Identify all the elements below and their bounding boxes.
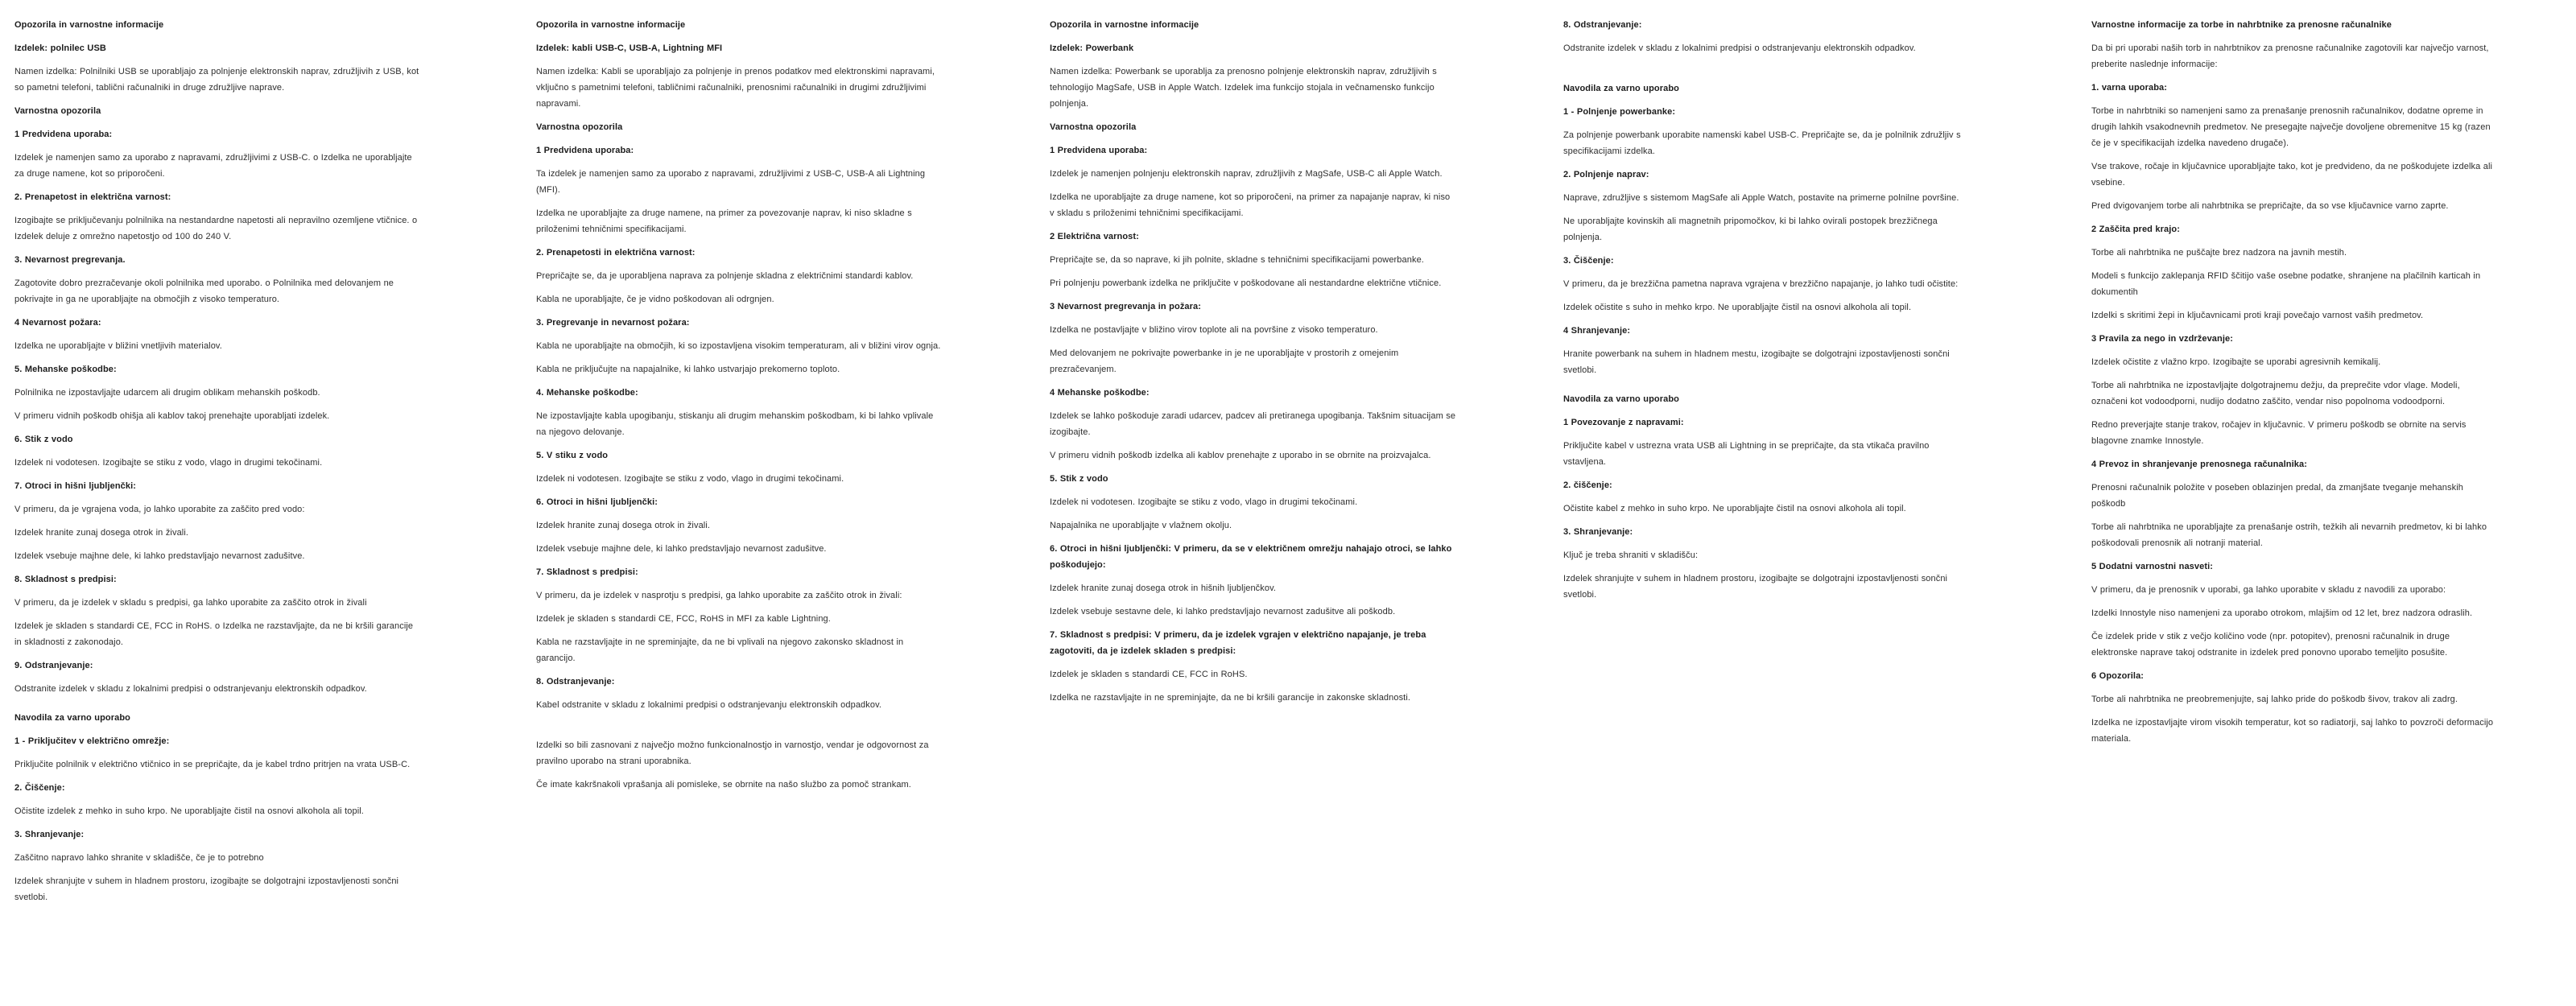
paragraph: Izdelki s skritimi žepi in ključavnicami proti kraji povečajo varnost vaših predmetov. <box>2091 311 2424 320</box>
paragraph: Izdelek hranite zunaj dosega otrok in hišnih ljubljenčkov. <box>1050 583 1277 593</box>
paragraph: Priključite polnilnik v električno vtičnico in se prepričajte, da je kabel trdno pritrjen na vrata USB-C. <box>14 760 411 769</box>
heading: 3. Shranjevanje: <box>1563 527 1633 537</box>
paragraph: Izdelka ne uporabljajte za druge namene, kot so priporočeni, na primer za napajanje naprav, ki niso v skladu s priloženimi tehničnimi specifikacijami. <box>1050 192 1451 218</box>
paragraph: Če imate kakršnakoli vprašanja ali pomisleke, se obrnite na našo službo za pomoč strankam. <box>536 780 911 790</box>
heading: 5. V stiku z vodo <box>536 451 609 460</box>
paragraph: Kabla ne uporabljajte na območjih, ki so izpostavljena visokim temperaturam, ali v bližini virov ognja. <box>536 341 941 351</box>
paragraph: Torbe ali nahrbtnika ne izpostavljajte dolgotrajnemu dežju, da preprečite vdor vlage. Modeli, označeni kot vodoodporni, nudijo dodatno zaščito, vendar niso popolnoma vodoodporni. <box>2091 381 2460 406</box>
paragraph: Napajalnika ne uporabljajte v vlažnem okolju. <box>1050 521 1232 530</box>
heading: 1 - Priključitev v električno omrežje: <box>14 736 170 746</box>
heading: Navodila za varno uporabo <box>1563 394 1679 404</box>
paragraph: Da bi pri uporabi naših torb in nahrbtnikov za prenosne računalnike zagotovili kar največjo varnost, preberite naslednje informacije: <box>2091 43 2489 69</box>
paragraph: Izdelki so bili zasnovani z največjo možno funkcionalnostjo in varnostjo, vendar je odgovornost za pravilno uporabo na strani uporabnika. <box>536 740 929 766</box>
heading: 2 Električna varnost: <box>1050 232 1139 241</box>
heading: Izdelek: kabli USB-C, USB-A, Lightning MFI <box>536 43 723 53</box>
heading: 1 - Polnjenje powerbanke: <box>1563 107 1676 117</box>
column-laptop-bags <box>2091 0 2498 754</box>
paragraph: Ta izdelek je namenjen samo za uporabo z napravami, združljivimi z USB-C, USB-A ali Lightning (MFI). <box>536 169 926 195</box>
paragraph: Odstranite izdelek v skladu z lokalnimi predpisi o odstranjevanju elektronskih odpadkov. <box>1563 43 1916 53</box>
paragraph: Naprave, združljive s sistemom MagSafe ali Apple Watch, postavite na primerne polnilne površine. <box>1563 193 1959 203</box>
heading: 4 Nevarnost požara: <box>14 318 101 328</box>
heading: Varnostna opozorila <box>1050 122 1137 132</box>
heading: Varnostna opozorila <box>14 106 101 116</box>
paragraph: Izogibajte se priključevanju polnilnika na nestandardne napetosti ali nepravilno ozemljene vtičnice. o Izdelek deluje z omrežno napetostjo od 100 do 240 V. <box>14 216 418 241</box>
heading: 1 Predvidena uporaba: <box>536 146 634 155</box>
heading: Varnostna opozorila <box>536 122 623 132</box>
paragraph: Izdelek je namenjen polnjenju elektronskih naprav, združljivih z MagSafe, USB-C ali Apple Watch. <box>1050 169 1443 179</box>
paragraph: Izdelek vsebuje majhne dele, ki lahko predstavljajo nevarnost zadušitve. <box>536 544 827 554</box>
paragraph: Polnilnika ne izpostavljajte udarcem ali drugim oblikam mehanskih poškodb. <box>14 388 320 398</box>
paragraph: Izdelek ni vodotesen. Izogibajte se stiku z vodo, vlago in drugimi tekočinami. <box>1050 497 1358 507</box>
paragraph: Kabla ne uporabljajte, če je vidno poškodovan ali odrgnjen. <box>536 295 774 304</box>
heading: Izdelek: polnilec USB <box>14 43 106 53</box>
heading: Varnostne informacije za torbe in nahrbtnike za prenosne računalnike <box>2091 20 2392 30</box>
paragraph: V primeru, da je prenosnik v uporabi, ga lahko uporabite v skladu z navodili za uporabo: <box>2091 585 2446 595</box>
paragraph: Ne uporabljajte kovinskih ali magnetnih pripomočkov, ki bi lahko ovirali postopek brezžičnega polnjenja. <box>1563 216 1938 242</box>
paragraph: Izdelek je skladen s standardi CE, FCC in RoHS. <box>1050 670 1248 679</box>
heading: 3. Nevarnost pregrevanja. <box>14 255 126 265</box>
paragraph: Če izdelek pride v stik z večjo količino vode (npr. potopitev), prenosni računalnik in druge elektronske naprave takoj odstranite in izdelek pred ponovno uporabo temeljito posušite. <box>2091 632 2450 658</box>
heading: Opozorila in varnostne informacije <box>14 20 164 30</box>
column-cables <box>536 0 943 800</box>
paragraph: Prepričajte se, da je uporabljena naprava za polnjenje skladna z električnimi standardi kablov. <box>536 271 914 281</box>
paragraph: V primeru, da je izdelek v skladu s predpisi, ga lahko uporabite za zaščito otrok in živali <box>14 598 367 608</box>
paragraph: Namen izdelka: Kabli se uporabljajo za polnjenje in prenos podatkov med elektronskimi napravami, vključno s pametnimi telefoni, tabličnimi računalniki, prenosnimi računalniki in drugimi združljivimi napravami. <box>536 67 935 109</box>
paragraph: Izdelek hranite zunaj dosega otrok in živali. <box>536 521 711 530</box>
heading: Izdelek: Powerbank <box>1050 43 1134 53</box>
paragraph: Izdelek vsebuje majhne dele, ki lahko predstavljajo nevarnost zadušitve. <box>14 551 305 561</box>
paragraph: Redno preverjajte stanje trakov, ročajev in ključavnic. V primeru poškodb se obrnite na servis blagovne znamke Innostyle. <box>2091 420 2467 446</box>
heading: 3. Shranjevanje: <box>14 830 85 839</box>
paragraph: Izdelek vsebuje sestavne dele, ki lahko predstavljajo nevarnost zadušitve ali poškodb. <box>1050 607 1396 616</box>
paragraph: Kabla ne priključujte na napajalnike, ki lahko ustvarjajo prekomerno toploto. <box>536 365 840 374</box>
heading: Navodila za varno uporabo <box>14 713 130 723</box>
paragraph: Kabla ne razstavljajte in ne spreminjajte, da ne bi vplivali na njegovo zakonsko skladnost in garancijo. <box>536 637 904 663</box>
heading: 5 Dodatni varnostni nasveti: <box>2091 562 2214 571</box>
heading: 6. Otroci in hišni ljubljenčki: <box>536 497 658 507</box>
heading: 9. Odstranjevanje: <box>14 661 93 670</box>
paragraph: Izdelek ni vodotesen. Izogibajte se stiku z vodo, vlago in drugimi tekočinami. <box>14 458 323 468</box>
paragraph: Zaščitno napravo lahko shranite v skladišče, če je to potrebno <box>14 853 264 863</box>
paragraph: V primeru, da je izdelek v nasprotju s predpisi, ga lahko uporabite za zaščito otrok in živali: <box>536 591 902 600</box>
paragraph: Izdelek očistite s suho in mehko krpo. Ne uporabljajte čistil na osnovi alkohola ali topil. <box>1563 303 1912 312</box>
paragraph: Izdelek je skladen s standardi CE, FCC in RoHS. o Izdelka ne razstavljajte, da ne bi kršili garancije in skladnosti z zakonodajo. <box>14 621 414 647</box>
paragraph: Modeli s funkcijo zaklepanja RFID ščitijo vaše osebne podatke, shranjene na plačilnih karticah in dokumentih <box>2091 271 2481 297</box>
paragraph: Ključ je treba shraniti v skladišču: <box>1563 550 1699 560</box>
heading: 3 Pravila za nego in vzdrževanje: <box>2091 334 2233 344</box>
heading: Opozorila in varnostne informacije <box>1050 20 1199 30</box>
paragraph: Izdelek je skladen s standardi CE, FCC, RoHS in MFI za kable Lightning. <box>536 614 831 624</box>
paragraph: Očistite kabel z mehko in suho krpo. Ne uporabljajte čistil na osnovi alkohola ali topil. <box>1563 504 1906 513</box>
heading: 1. varna uporaba: <box>2091 83 2167 93</box>
paragraph: Izdelek shranjujte v suhem in hladnem prostoru, izogibajte se dolgotrajni izpostavljenosti sončni svetlobi. <box>1563 574 1948 600</box>
heading: 7. Otroci in hišni ljubljenčki: <box>14 481 136 491</box>
paragraph: Izdelek očistite z vlažno krpo. Izogibajte se uporabi agresivnih kemikalij. <box>2091 357 2381 367</box>
heading: 2. Prenapetosti in električna varnost: <box>536 248 696 258</box>
paragraph: Priključite kabel v ustrezna vrata USB ali Lightning in se prepričajte, da sta vtikača pravilno vstavljena. <box>1563 441 1930 467</box>
heading: 5. Stik z vodo <box>1050 474 1108 484</box>
heading: 8. Skladnost s predpisi: <box>14 575 117 584</box>
paragraph: Izdelek shranjujte v suhem in hladnem prostoru, izogibajte se dolgotrajni izpostavljenosti sončni svetlobi. <box>14 876 399 902</box>
heading: 3. Čiščenje: <box>1563 256 1614 266</box>
paragraph: V primeru, da je brezžična pametna naprava vgrajena v brezžično napajanje, jo lahko tudi očistite: <box>1563 279 1959 289</box>
heading: 7. Skladnost s predpisi: V primeru, da je izdelek vgrajen v električno napajanje, je treba zagotoviti, da je izdelek skladen s predpisi: <box>1050 630 1426 656</box>
heading: 2 Zaščita pred krajo: <box>2091 225 2180 234</box>
paragraph: Zagotovite dobro prezračevanje okoli polnilnika med uporabo. o Polnilnika med delovanjem ne pokrivajte in ga ne uporabljajte na območjih z visoko temperaturo. <box>14 278 394 304</box>
paragraph: Torbe ali nahrbtnika ne preobremenjujte, saj lahko pride do poškodb šivov, trakov ali zadrg. <box>2091 695 2458 704</box>
heading: 2. Prenapetost in električna varnost: <box>14 192 171 202</box>
heading: Opozorila in varnostne informacije <box>536 20 686 30</box>
heading: 5. Mehanske poškodbe: <box>14 365 117 374</box>
heading: 7. Skladnost s predpisi: <box>536 567 638 577</box>
heading: 2. Čiščenje: <box>14 783 65 793</box>
paragraph: Odstranite izdelek v skladu z lokalnimi predpisi o odstranjevanju elektronskih odpadkov. <box>14 684 367 694</box>
paragraph: Izdelki Innostyle niso namenjeni za uporabo otrokom, mlajšim od 12 let, brez nadzora odraslih. <box>2091 608 2473 618</box>
heading: 1 Povezovanje z napravami: <box>1563 418 1684 427</box>
paragraph: Izdelka ne uporabljajte v bližini vnetljivih materialov. <box>14 341 222 351</box>
column-charger-usb <box>14 0 421 913</box>
paragraph: Izdelek je namenjen samo za uporabo z napravami, združljivimi z USB-C. o Izdelka ne uporabljajte za druge namene, kot so priporočeni. <box>14 153 412 179</box>
paragraph: Pred dvigovanjem torbe ali nahrbtnika se prepričajte, da so vse ključavnice varno zaprte. <box>2091 201 2449 211</box>
paragraph: V primeru, da je vgrajena voda, jo lahko uporabite za zaščito pred vodo: <box>14 505 305 514</box>
heading: 2. Polnjenje naprav: <box>1563 170 1649 179</box>
paragraph: V primeru vidnih poškodb ohišja ali kablov takoj prenehajte uporabljati izdelek. <box>14 411 330 421</box>
paragraph: Za polnjenje powerbank uporabite namenski kabel USB-C. Prepričajte se, da je polnilnik združljiv s specifikacijami izdelka. <box>1563 130 1961 156</box>
paragraph: Izdelek hranite zunaj dosega otrok in živali. <box>14 528 189 538</box>
paragraph: Očistite izdelek z mehko in suho krpo. Ne uporabljajte čistil na osnovi alkohola ali topil. <box>14 806 364 816</box>
paragraph: Hranite powerbank na suhem in hladnem mestu, izogibajte se dolgotrajni izpostavljenosti sončni svetlobi. <box>1563 349 1950 375</box>
heading: 3. Pregrevanje in nevarnost požara: <box>536 318 690 328</box>
heading: 6. Stik z vodo <box>14 435 73 444</box>
column-powerbank-usage <box>1563 0 1970 610</box>
paragraph: V primeru vidnih poškodb izdelka ali kablov prenehajte z uporabo in se obrnite na proizvajalca. <box>1050 451 1431 460</box>
heading: 4. Mehanske poškodbe: <box>536 388 638 398</box>
heading: 8. Odstranjevanje: <box>536 677 615 686</box>
heading: 6 Opozorila: <box>2091 671 2145 681</box>
paragraph: Torbe ali nahrbtnika ne uporabljajte za prenašanje ostrih, težkih ali nevarnih predmetov, ki bi lahko poškodovali prenosnik ali notranji material. <box>2091 522 2487 548</box>
paragraph: Torbe in nahrbtniki so namenjeni samo za prenašanje prenosnih računalnikov, dodatne opreme in drugih lahkih vsakodnevnih predmetov. Ne presegajte največje dovoljene obremenitve 15 kg (razen če je v specifikacijah izdelka navedeno drugače). <box>2091 106 2491 148</box>
paragraph: Med delovanjem ne pokrivajte powerbanke in je ne uporabljajte v prostorih z omejenim prezračevanjem. <box>1050 348 1399 374</box>
heading: Navodila za varno uporabo <box>1563 84 1679 93</box>
paragraph: Prenosni računalnik položite v poseben oblazinjen predal, da zmanjšate tveganje mehanskih poškodb <box>2091 483 2463 509</box>
paragraph: Ne izpostavljajte kabla upogibanju, stiskanju ali drugim mehanskim poškodbam, ki bi lahko vplivale na njegovo delovanje. <box>536 411 934 437</box>
paragraph: Prepričajte se, da so naprave, ki jih polnite, skladne s tehničnimi specifikacijami powerbanke. <box>1050 255 1424 265</box>
paragraph: Kabel odstranite v skladu z lokalnimi predpisi o odstranjevanju elektronskih odpadkov. <box>536 700 882 710</box>
heading: 4 Shranjevanje: <box>1563 326 1631 336</box>
heading: 2. čiščenje: <box>1563 480 1612 490</box>
paragraph: Izdelka ne razstavljajte in ne spreminjajte, da ne bi kršili garancije in zakonske skladnosti. <box>1050 693 1411 703</box>
paragraph: Pri polnjenju powerbank izdelka ne priključite v poškodovane ali nestandardne električne vtičnice. <box>1050 278 1442 288</box>
paragraph: Namen izdelka: Powerbank se uporablja za prenosno polnjenje elektronskih naprav, združljivih s tehnologijo MagSafe, USB in Apple Watch. Izdelek ima funkcijo stojala in večnamensko funkcijo polnjenja. <box>1050 67 1437 109</box>
paragraph: Vse trakove, ročaje in ključavnice uporabljajte tako, kot je predvideno, da ne poškodujete izdelka ali vsebine. <box>2091 162 2493 188</box>
paragraph: Torbe ali nahrbtnika ne puščajte brez nadzora na javnih mestih. <box>2091 248 2347 258</box>
paragraph: Izdelek se lahko poškoduje zaradi udarcev, padcev ali pretiranega upogibanja. Takšnim situacijam se izogibajte. <box>1050 411 1456 437</box>
heading: 4 Mehanske poškodbe: <box>1050 388 1150 398</box>
heading: 1 Predvidena uporaba: <box>14 130 113 139</box>
heading: 1 Predvidena uporaba: <box>1050 146 1148 155</box>
heading: 8. Odstranjevanje: <box>1563 20 1642 30</box>
heading: 3 Nevarnost pregrevanja in požara: <box>1050 302 1201 311</box>
paragraph: Izdelka ne izpostavljajte virom visokih temperatur, kot so radiatorji, saj lahko to povzroči deformacijo materiala. <box>2091 718 2494 744</box>
column-powerbank <box>1050 0 1456 713</box>
heading: 6. Otroci in hišni ljubljenčki: V primeru, da se v električnem omrežju nahajajo otroci, se lahko poškodujejo: <box>1050 544 1452 570</box>
paragraph: Namen izdelka: Polnilniki USB se uporabljajo za polnjenje elektronskih naprav, združljivih z USB, kot so pametni telefoni, tablični računalniki in druge združljive naprave. <box>14 67 419 93</box>
paragraph: Izdelka ne postavljajte v bližino virov toplote ali na površine z visoko temperaturo. <box>1050 325 1378 335</box>
paragraph: Izdelka ne uporabljajte za druge namene, na primer za povezovanje naprav, ki niso skladne s priloženimi tehničnimi specifikacijami. <box>536 208 912 234</box>
paragraph: Izdelek ni vodotesen. Izogibajte se stiku z vodo, vlago in drugimi tekočinami. <box>536 474 844 484</box>
heading: 4 Prevoz in shranjevanje prenosnega računalnika: <box>2091 460 2307 469</box>
